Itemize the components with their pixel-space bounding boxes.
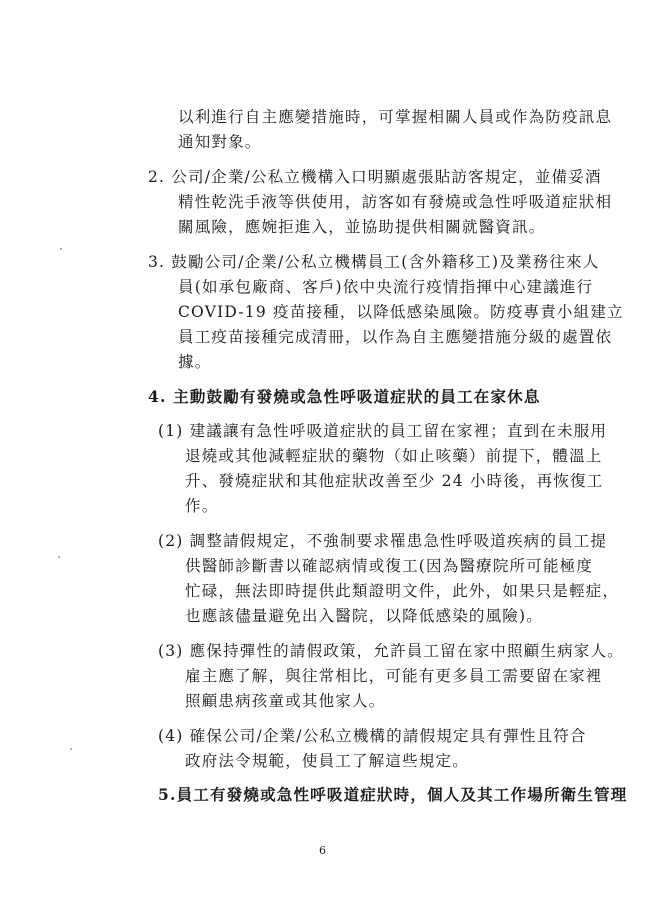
page-number: 6 bbox=[319, 844, 326, 857]
scan-speck bbox=[60, 248, 62, 250]
text-line: COVID-19 疫苗接種，以降低感染風險。防疫專責小組建立 bbox=[178, 303, 624, 321]
section-heading-5: 5.員工有發燒或急性呼吸道症狀時，個人及其工作場所衛生管理 bbox=[158, 785, 628, 804]
text-line: 政府法令規範，使員工了解這些規定。 bbox=[185, 752, 469, 770]
text-line: 通知對象。 bbox=[178, 133, 262, 151]
sub-item-4-line: (4) 確保公司/企業/公私立機構的請假規定具有彈性且符合 bbox=[158, 727, 587, 745]
list-item-2-line: 2. 公司/企業/公私立機構入口明顯處張貼訪客規定，並備妥酒 bbox=[148, 168, 602, 186]
sub-item-1-line: (1) 建議讓有急性呼吸道症狀的員工留在家裡；直到在未服用 bbox=[158, 422, 608, 440]
text-line: 以利進行自主應變措施時，可掌握相關人員或作為防疫訊息 bbox=[178, 108, 613, 126]
sub-item-3-line: (3) 應保持彈性的請假政策，允許員工留在家中照顧生病家人。 bbox=[158, 642, 624, 660]
list-item-3-line: 3. 鼓勵公司/企業/公私立機構員工(含外籍移工)及業務往來人 bbox=[148, 253, 600, 271]
scan-speck bbox=[58, 556, 60, 558]
text-line: 照顧患病孩童或其他家人。 bbox=[185, 692, 386, 710]
section-heading-4: 4. 主動鼓勵有發燒或急性呼吸道症狀的員工在家休息 bbox=[148, 387, 541, 406]
text-line: 關風險，應婉拒進入，並協助提供相關就醫資訊。 bbox=[178, 218, 546, 236]
text-line: 雇主應了解，與往常相比，可能有更多員工需要留在家裡 bbox=[185, 667, 603, 685]
text-line: 作。 bbox=[185, 497, 219, 515]
text-line: 精性乾洗手液等供使用，訪客如有發燒或急性呼吸道症狀相 bbox=[178, 193, 613, 211]
text-line: 員工疫苗接種完成清冊，以作為自主應變措施分級的處置依 bbox=[178, 328, 613, 346]
sub-item-2-line: (2) 調整請假規定，不強制要求罹患急性呼吸道疾病的員工提 bbox=[158, 532, 608, 550]
text-line: 據。 bbox=[178, 353, 212, 371]
scan-speck bbox=[70, 748, 72, 750]
text-line: 也應該儘量避免出入醫院，以降低感染的風險)。 bbox=[185, 607, 543, 625]
text-line: 員(如承包廠商、客戶)依中央流行疫情指揮中心建議進行 bbox=[178, 278, 594, 296]
text-line: 退燒或其他減輕症狀的藥物（如止咳藥）前提下，體溫上 bbox=[185, 447, 603, 465]
text-line: 供醫師診斷書以確認病情或復工(因為醫療院所可能極度 bbox=[185, 557, 594, 575]
text-line: 升、發燒症狀和其他症狀改善至少 24 小時後，再恢復工 bbox=[185, 472, 604, 490]
text-line: 忙碌，無法即時提供此類證明文件，此外，如果只是輕症， bbox=[185, 582, 620, 600]
